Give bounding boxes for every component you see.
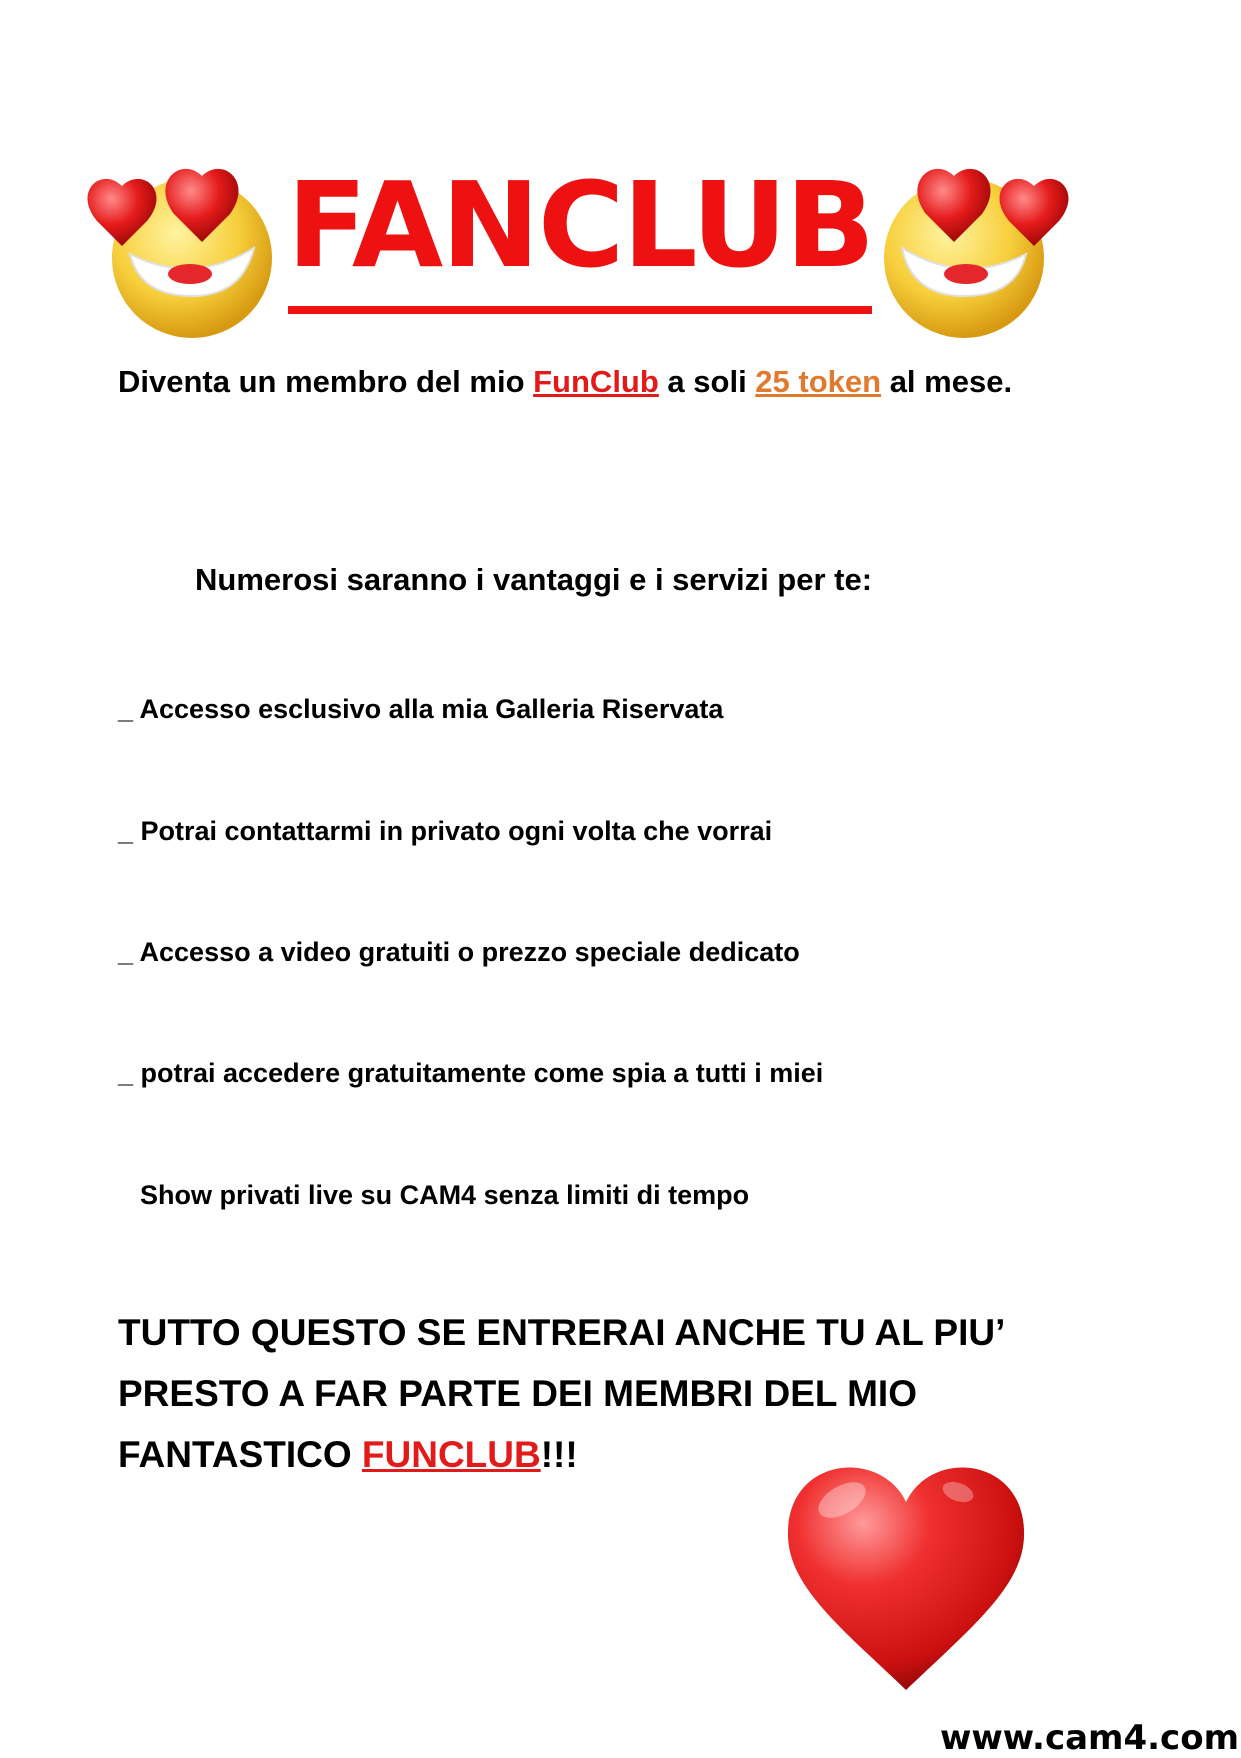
benefit-item: _ potrai accedere gratuitamente come spia a tutti i miei xyxy=(118,1058,824,1088)
intro-price: 25 token xyxy=(755,364,882,399)
title-underline xyxy=(288,306,872,314)
benefit-item: _ Potrai contattarmi in privato ogni volta che vorrai xyxy=(118,816,773,846)
red-heart-icon xyxy=(780,1452,1032,1692)
intro-line xyxy=(118,364,1012,400)
intro-text-after: al mese. xyxy=(881,364,1013,399)
heart-eyes-emoji-right-icon xyxy=(872,146,1072,346)
heart-eyes-emoji-left-icon xyxy=(82,146,282,346)
intro-text-middle: a soli xyxy=(658,364,756,399)
intro-text-before: Diventa un membro del mio xyxy=(118,364,534,399)
page-title: FANCLUB xyxy=(286,156,874,294)
benefit-item: _ Accesso esclusivo alla mia Galleria Riservata xyxy=(118,694,724,724)
benefit-item-continuation: Show privati live su CAM4 senza limiti di tempo xyxy=(140,1180,750,1210)
closing-suffix: !!! xyxy=(540,1434,578,1475)
title-block xyxy=(280,156,880,294)
footer-url: www.cam4.com xyxy=(939,1718,1239,1758)
intro-club-name: FunClub xyxy=(533,364,659,399)
closing-club-name: FUNCLUB xyxy=(361,1434,541,1475)
benefits-heading: Numerosi saranno i vantaggi e i servizi per te: xyxy=(195,562,873,597)
closing-text: TUTTO QUESTO SE ENTRERAI ANCHE TU AL PIU’ PRESTO A FAR PARTE DEI MEMBRI DEL MIO FANTASTICO xyxy=(118,1312,1004,1475)
benefit-item: _ Accesso a video gratuiti o prezzo speciale dedicato xyxy=(118,937,800,967)
